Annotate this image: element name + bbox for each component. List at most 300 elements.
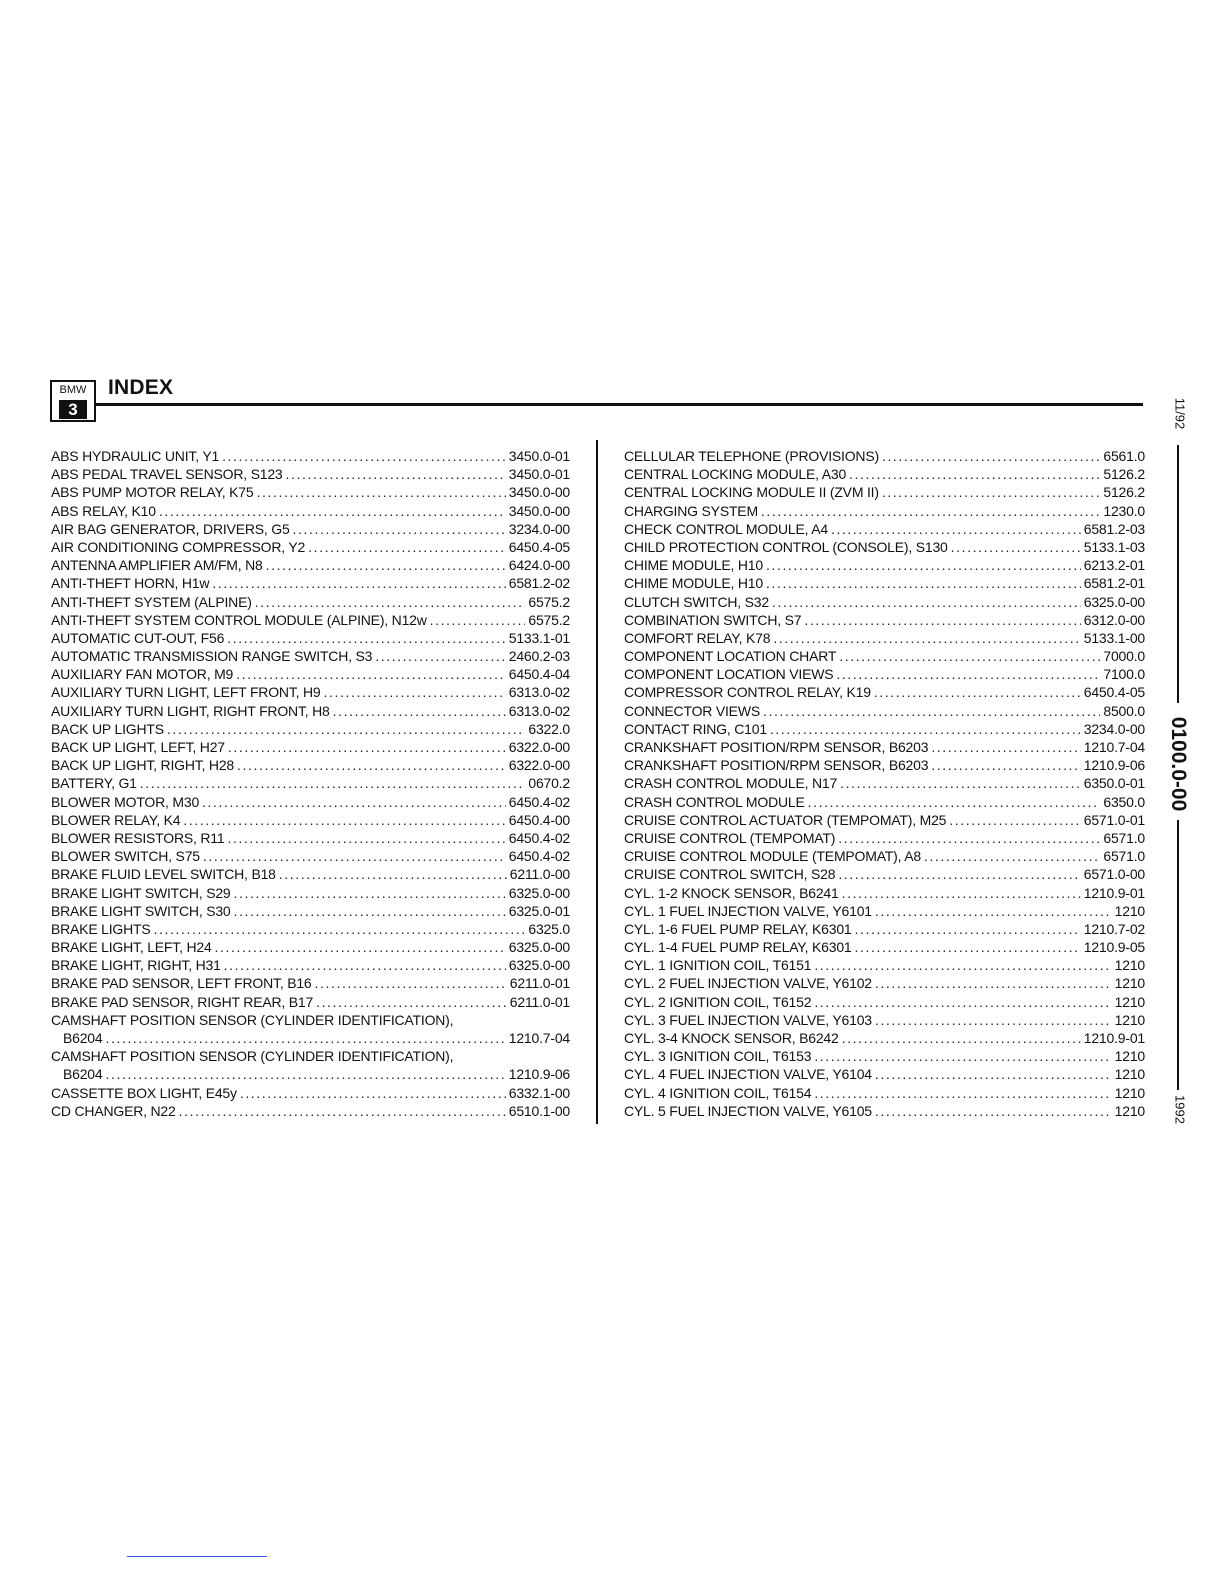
entry-section-code: 1210.9-06 bbox=[1083, 757, 1145, 774]
entry-section-code: 6325.0-00 bbox=[508, 939, 570, 956]
index-entry bbox=[624, 483, 1145, 501]
entry-name: AIR BAG GENERATOR, DRIVERS, G5 bbox=[51, 520, 290, 537]
entry-name: CAMSHAFT POSITION SENSOR (CYLINDER IDENTIFICATION), bbox=[51, 1048, 454, 1065]
entry-section-code: 1210.9-01 bbox=[1083, 884, 1145, 901]
dot-leader bbox=[855, 920, 1081, 938]
entry-name: B6204 bbox=[63, 1030, 103, 1046]
dot-leader bbox=[814, 1084, 1111, 1102]
index-entry bbox=[624, 702, 1145, 720]
entry-section-code: 1210 bbox=[1114, 1084, 1145, 1101]
entry-section-code: 1210 bbox=[1114, 902, 1145, 919]
entry-section-code: 7000.0 bbox=[1103, 648, 1145, 665]
entry-name: CENTRAL LOCKING MODULE, A30 bbox=[624, 466, 847, 483]
entry-name: ANTI-THEFT SYSTEM (ALPINE) bbox=[51, 593, 252, 610]
index-entry bbox=[51, 520, 570, 538]
index-entry bbox=[624, 1047, 1145, 1065]
entry-section-code: 6350.0 bbox=[1103, 793, 1145, 810]
entry-section-code: 6211.0-00 bbox=[509, 866, 570, 883]
index-entry bbox=[51, 720, 570, 738]
entry-section-code: 6571.0 bbox=[1103, 829, 1145, 846]
index-entry bbox=[624, 974, 1145, 992]
entry-name: CRANKSHAFT POSITION/RPM SENSOR, B6203 bbox=[624, 757, 929, 774]
entry-section-code: 6325.0 bbox=[528, 920, 570, 937]
dot-leader bbox=[212, 574, 505, 592]
index-entry bbox=[624, 847, 1145, 865]
dot-leader bbox=[234, 884, 506, 902]
dot-leader bbox=[931, 738, 1080, 756]
entry-name: ABS PUMP MOTOR RELAY, K75 bbox=[51, 484, 254, 501]
entry-name: CYL. 1-6 FUEL PUMP RELAY, K6301 bbox=[624, 920, 852, 937]
dot-leader bbox=[773, 629, 1080, 647]
index-entry bbox=[624, 811, 1145, 829]
dot-leader bbox=[234, 902, 506, 920]
entry-name: COMBINATION SWITCH, S7 bbox=[624, 611, 802, 628]
index-entry bbox=[624, 793, 1145, 811]
entry-name: CRUISE CONTROL ACTUATOR (TEMPOMAT), M25 bbox=[624, 811, 947, 828]
dot-leader bbox=[931, 756, 1080, 774]
entry-name: COMFORT RELAY, K78 bbox=[624, 629, 771, 646]
entry-section-code: 7100.0 bbox=[1103, 666, 1145, 683]
index-entry bbox=[624, 956, 1145, 974]
index-entry bbox=[624, 465, 1145, 483]
entry-section-code: 1210 bbox=[1114, 1011, 1145, 1028]
entry-section-code: 1210.9-06 bbox=[508, 1066, 570, 1083]
entry-name: ABS RELAY, K10 bbox=[51, 502, 156, 519]
dot-leader bbox=[266, 556, 506, 574]
entry-name: CENTRAL LOCKING MODULE II (ZVM II) bbox=[624, 484, 879, 501]
entry-name: CHIME MODULE, H10 bbox=[624, 575, 763, 592]
dot-leader bbox=[236, 665, 506, 683]
dot-leader bbox=[814, 1047, 1111, 1065]
entry-name: CYL. 3 IGNITION COIL, T6153 bbox=[624, 1048, 812, 1065]
index-entry bbox=[624, 756, 1145, 774]
entry-section-code: 5133.1-03 bbox=[1083, 538, 1145, 555]
index-entry bbox=[624, 865, 1145, 883]
dot-leader bbox=[140, 774, 526, 792]
entry-name: CRUISE CONTROL MODULE (TEMPOMAT), A8 bbox=[624, 848, 921, 865]
dot-leader bbox=[105, 1029, 505, 1047]
dot-leader bbox=[224, 956, 506, 974]
entry-section-code: 3450.0-01 bbox=[508, 448, 570, 464]
entry-section-code: 6450.4-00 bbox=[508, 811, 570, 828]
entry-section-code: 3234.0-00 bbox=[508, 520, 570, 537]
entry-name: CRUISE CONTROL (TEMPOMAT) bbox=[624, 829, 836, 846]
entry-section-code: 1230.0 bbox=[1103, 502, 1145, 519]
index-entry bbox=[51, 974, 570, 992]
index-entry bbox=[51, 956, 570, 974]
index-entry bbox=[51, 865, 570, 883]
dot-leader bbox=[808, 793, 1101, 811]
entry-name: CASSETTE BOX LIGHT, E45y bbox=[51, 1084, 237, 1101]
index-entry bbox=[624, 1102, 1145, 1120]
index-entry bbox=[624, 1029, 1145, 1047]
entry-name: CHARGING SYSTEM bbox=[624, 502, 758, 519]
dot-leader bbox=[308, 538, 506, 556]
entry-name: BRAKE LIGHT, RIGHT, H31 bbox=[51, 957, 221, 974]
index-entry bbox=[624, 774, 1145, 792]
entry-section-code: 6450.4-04 bbox=[508, 666, 570, 683]
entry-section-code: 5133.1-00 bbox=[1083, 629, 1145, 646]
dot-leader bbox=[240, 1084, 506, 1102]
index-entry bbox=[51, 847, 570, 865]
entry-name: BACK UP LIGHT, LEFT, H27 bbox=[51, 739, 225, 755]
entry-section-code: 1210 bbox=[1114, 1048, 1145, 1065]
entry-section-code: 3450.0-01 bbox=[508, 466, 570, 483]
entry-name: CYL. 1-4 FUEL PUMP RELAY, K6301 bbox=[624, 939, 852, 956]
entry-name: CHIME MODULE, H10 bbox=[624, 557, 763, 574]
dot-leader bbox=[855, 938, 1081, 956]
dot-leader bbox=[924, 847, 1100, 865]
dot-leader bbox=[875, 1065, 1112, 1083]
index-entry bbox=[51, 1102, 570, 1120]
entry-section-code: 8500.0 bbox=[1103, 702, 1145, 719]
entry-section-code: 5133.1-01 bbox=[508, 629, 570, 646]
dot-leader bbox=[814, 993, 1111, 1011]
dot-leader bbox=[183, 811, 505, 829]
entry-section-code: 1210 bbox=[1114, 957, 1145, 974]
entry-name: BATTERY, G1 bbox=[51, 775, 137, 792]
index-entry bbox=[624, 520, 1145, 538]
index-entry bbox=[624, 683, 1145, 701]
entry-name: CRASH CONTROL MODULE, N17 bbox=[624, 775, 838, 792]
index-entry bbox=[51, 920, 570, 938]
dot-leader bbox=[324, 683, 506, 701]
entry-section-code: 1210.9-01 bbox=[1083, 1030, 1145, 1046]
entry-section-code: 3234.0-00 bbox=[1083, 720, 1145, 737]
entry-section-code: 5126.2 bbox=[1103, 484, 1145, 501]
entry-section-code: 1210 bbox=[1114, 975, 1145, 992]
index-entry bbox=[51, 1047, 570, 1065]
entry-section-code: 6325.0-00 bbox=[508, 957, 570, 974]
entry-name: BLOWER MOTOR, M30 bbox=[51, 793, 200, 810]
entry-name: AUXILIARY TURN LIGHT, LEFT FRONT, H9 bbox=[51, 684, 321, 701]
dot-leader bbox=[227, 629, 506, 647]
dot-leader bbox=[842, 884, 1081, 902]
entry-name: CHECK CONTROL MODULE, A4 bbox=[624, 520, 828, 537]
index-entry bbox=[624, 993, 1145, 1011]
index-entry bbox=[51, 993, 570, 1011]
entry-name: AUTOMATIC CUT-OUT, F56 bbox=[51, 629, 225, 646]
dot-leader bbox=[836, 665, 1100, 683]
entry-section-code: 6325.0-00 bbox=[1083, 593, 1145, 610]
dot-leader bbox=[949, 811, 1080, 829]
entry-section-code: 6450.4-02 bbox=[508, 793, 570, 810]
entry-section-code: 6325.0-00 bbox=[508, 884, 570, 901]
dot-leader bbox=[882, 447, 1100, 465]
index-entry bbox=[51, 829, 570, 847]
dot-leader bbox=[875, 1011, 1112, 1029]
dot-leader bbox=[286, 465, 506, 483]
entry-name: CYL. 2 FUEL INJECTION VALVE, Y6102 bbox=[624, 975, 872, 992]
entry-name: CYL. 3-4 KNOCK SENSOR, B6242 bbox=[624, 1030, 839, 1046]
index-entry bbox=[51, 811, 570, 829]
entry-name: BRAKE LIGHT SWITCH, S29 bbox=[51, 884, 231, 901]
entry-section-code: 6575.2 bbox=[528, 593, 570, 610]
index-entry bbox=[624, 593, 1145, 611]
column-divider bbox=[596, 440, 598, 1124]
index-entry bbox=[51, 502, 570, 520]
dot-leader bbox=[228, 738, 506, 756]
index-entry bbox=[624, 629, 1145, 647]
dot-leader bbox=[840, 774, 1081, 792]
bmw-3-logo bbox=[50, 380, 96, 422]
entry-name: ABS HYDRAULIC UNIT, Y1 bbox=[51, 448, 220, 464]
dot-leader bbox=[875, 1102, 1112, 1120]
index-entry bbox=[624, 611, 1145, 629]
dot-leader bbox=[804, 611, 1080, 629]
entry-name: CYL. 3 FUEL INJECTION VALVE, Y6103 bbox=[624, 1011, 872, 1028]
dot-leader bbox=[763, 702, 1100, 720]
index-entry bbox=[51, 793, 570, 811]
dot-leader bbox=[375, 647, 506, 665]
entry-name: BLOWER RELAY, K4 bbox=[51, 811, 181, 828]
dot-leader bbox=[316, 993, 507, 1011]
entry-name: BACK UP LIGHTS bbox=[51, 720, 164, 737]
dot-leader bbox=[951, 538, 1081, 556]
entry-name: BACK UP LIGHT, RIGHT, H28 bbox=[51, 757, 235, 774]
entry-section-code: 6350.0-01 bbox=[1083, 775, 1145, 792]
entry-name: BRAKE FLUID LEVEL SWITCH, B18 bbox=[51, 866, 276, 883]
dot-leader bbox=[255, 593, 526, 611]
entry-section-code: 3450.0-00 bbox=[508, 502, 570, 519]
side-date: 11/92 bbox=[1172, 397, 1188, 430]
side-rule-top bbox=[1177, 445, 1179, 703]
entry-section-code: 6510.1-00 bbox=[508, 1102, 570, 1119]
index-entry bbox=[624, 574, 1145, 592]
index-entry bbox=[51, 629, 570, 647]
index-entry bbox=[624, 502, 1145, 520]
entry-section-code: 6322.0-00 bbox=[508, 739, 570, 755]
index-entry bbox=[624, 665, 1145, 683]
index-entry bbox=[51, 938, 570, 956]
dot-leader bbox=[430, 611, 526, 629]
index-entry bbox=[624, 829, 1145, 847]
entry-name: CAMSHAFT POSITION SENSOR (CYLINDER IDENTIFICATION), bbox=[51, 1011, 454, 1028]
dot-leader bbox=[875, 902, 1112, 920]
entry-name: BLOWER RESISTORS, R11 bbox=[51, 829, 225, 846]
entry-section-code: 6581.2-02 bbox=[508, 575, 570, 592]
entry-section-code: 1210.7-04 bbox=[1083, 739, 1145, 755]
index-entry bbox=[51, 738, 570, 756]
dot-leader bbox=[279, 865, 507, 883]
entry-name: CYL. 4 IGNITION COIL, T6154 bbox=[624, 1084, 812, 1101]
entry-section-code: 1210.9-05 bbox=[1083, 939, 1145, 956]
entry-name: CRUISE CONTROL SWITCH, S28 bbox=[624, 866, 836, 883]
dot-leader bbox=[154, 920, 526, 938]
entry-name: BLOWER SWITCH, S75 bbox=[51, 848, 200, 865]
entry-section-code: 6450.4-02 bbox=[508, 848, 570, 865]
index-entry bbox=[51, 774, 570, 792]
index-entry bbox=[51, 538, 570, 556]
dot-leader bbox=[831, 520, 1081, 538]
dot-leader bbox=[293, 520, 506, 538]
entry-section-code: 6322.0 bbox=[528, 720, 570, 737]
entry-name: B6204 bbox=[63, 1066, 103, 1083]
entry-name: BRAKE LIGHT, LEFT, H24 bbox=[51, 939, 212, 956]
entry-section-code: 6450.4-05 bbox=[1083, 684, 1145, 701]
title-rule bbox=[96, 403, 1143, 406]
entry-name: CRANKSHAFT POSITION/RPM SENSOR, B6203 bbox=[624, 739, 929, 755]
side-rule-bottom bbox=[1177, 820, 1179, 1090]
dot-leader bbox=[875, 974, 1112, 992]
index-entry bbox=[51, 593, 570, 611]
index-entry bbox=[51, 1011, 570, 1029]
index-entry bbox=[51, 1029, 570, 1047]
index-entry bbox=[51, 647, 570, 665]
entry-section-code: 6575.2 bbox=[528, 611, 570, 628]
index-entry bbox=[624, 556, 1145, 574]
entry-section-code: 1210 bbox=[1114, 993, 1145, 1010]
index-entry bbox=[624, 902, 1145, 920]
dot-leader bbox=[766, 574, 1081, 592]
logo-series-number: 3 bbox=[59, 400, 87, 419]
index-entry bbox=[624, 738, 1145, 756]
dot-leader bbox=[237, 756, 506, 774]
entry-name: ANTENNA AMPLIFIER AM/FM, N8 bbox=[51, 557, 263, 574]
index-entry bbox=[624, 538, 1145, 556]
entry-section-code: 0670.2 bbox=[528, 775, 570, 792]
index-entry bbox=[51, 1065, 570, 1083]
index-entry bbox=[51, 465, 570, 483]
entry-section-code: 6581.2-01 bbox=[1083, 575, 1145, 592]
dot-leader bbox=[838, 829, 1100, 847]
index-entry bbox=[624, 1011, 1145, 1029]
entry-section-code: 6312.0-00 bbox=[1083, 611, 1145, 628]
dot-leader bbox=[761, 502, 1100, 520]
index-entry bbox=[51, 556, 570, 574]
entry-name: COMPONENT LOCATION VIEWS bbox=[624, 666, 834, 683]
dot-leader bbox=[814, 956, 1111, 974]
dot-leader bbox=[842, 1029, 1081, 1047]
dot-leader bbox=[203, 847, 506, 865]
entry-section-code: 6561.0 bbox=[1103, 448, 1145, 464]
dot-leader bbox=[882, 483, 1101, 501]
entry-name: CHILD PROTECTION CONTROL (CONSOLE), S130 bbox=[624, 538, 948, 555]
index-entry bbox=[624, 447, 1145, 465]
entry-section-code: 6211.0-01 bbox=[509, 975, 570, 992]
index-entry bbox=[51, 483, 570, 501]
entry-name: CELLULAR TELEPHONE (PROVISIONS) bbox=[624, 448, 879, 464]
entry-name: AIR CONDITIONING COMPRESSOR, Y2 bbox=[51, 538, 306, 555]
entry-name: CYL. 1 FUEL INJECTION VALVE, Y6101 bbox=[624, 902, 872, 919]
index-entry bbox=[51, 884, 570, 902]
index-entry bbox=[624, 647, 1145, 665]
dot-leader bbox=[105, 1065, 505, 1083]
entry-name: AUXILIARY TURN LIGHT, RIGHT FRONT, H8 bbox=[51, 702, 330, 719]
entry-name: CONTACT RING, C101 bbox=[624, 720, 767, 737]
entry-name: CYL. 5 FUEL INJECTION VALVE, Y6105 bbox=[624, 1102, 872, 1119]
index-entry bbox=[51, 447, 570, 465]
bottom-underline bbox=[127, 1556, 267, 1557]
index-entry bbox=[51, 756, 570, 774]
entry-section-code: 6424.0-00 bbox=[508, 557, 570, 574]
entry-name: CD CHANGER, N22 bbox=[51, 1102, 176, 1119]
entry-section-code: 6571.0-01 bbox=[1083, 811, 1145, 828]
side-year: 1992 bbox=[1172, 1095, 1188, 1124]
entry-section-code: 1210.7-02 bbox=[1083, 920, 1145, 937]
entry-name: COMPONENT LOCATION CHART bbox=[624, 648, 837, 665]
index-entry bbox=[624, 720, 1145, 738]
entry-section-code: 6325.0-01 bbox=[508, 902, 570, 919]
entry-section-code: 6322.0-00 bbox=[508, 757, 570, 774]
dot-leader bbox=[766, 556, 1081, 574]
dot-leader bbox=[215, 938, 506, 956]
entry-name: COMPRESSOR CONTROL RELAY, K19 bbox=[624, 684, 871, 701]
index-entry bbox=[51, 702, 570, 720]
index-entry bbox=[51, 574, 570, 592]
index-entry bbox=[51, 902, 570, 920]
entry-name: ANTI-THEFT HORN, H1w bbox=[51, 575, 210, 592]
index-entry bbox=[624, 1065, 1145, 1083]
index-entry bbox=[624, 938, 1145, 956]
entry-name: CONNECTOR VIEWS bbox=[624, 702, 760, 719]
entry-name: ANTI-THEFT SYSTEM CONTROL MODULE (ALPINE), N12w bbox=[51, 611, 427, 628]
dot-leader bbox=[839, 647, 1100, 665]
entry-name: CYL. 1 IGNITION COIL, T6151 bbox=[624, 957, 812, 974]
entry-section-code: 5126.2 bbox=[1103, 466, 1145, 483]
dot-leader bbox=[257, 483, 506, 501]
index-column-right bbox=[624, 447, 1145, 1120]
entry-section-code: 6211.0-01 bbox=[509, 993, 570, 1010]
entry-name: CRASH CONTROL MODULE bbox=[624, 793, 805, 810]
entry-section-code: 6581.2-03 bbox=[1083, 520, 1145, 537]
index-entry bbox=[624, 920, 1145, 938]
entry-name: AUXILIARY FAN MOTOR, M9 bbox=[51, 666, 234, 683]
dot-leader bbox=[159, 502, 506, 520]
logo-brand-text: BMW bbox=[59, 384, 87, 396]
entry-section-code: 6313.0-02 bbox=[508, 702, 570, 719]
entry-name: CYL. 4 FUEL INJECTION VALVE, Y6104 bbox=[624, 1066, 872, 1083]
entry-section-code: 6450.4-05 bbox=[508, 538, 570, 555]
entry-section-code: 6571.0-00 bbox=[1083, 866, 1145, 883]
entry-name: CLUTCH SWITCH, S32 bbox=[624, 593, 769, 610]
dot-leader bbox=[772, 593, 1081, 611]
entry-section-code: 6450.4-02 bbox=[508, 829, 570, 846]
entry-section-code: 6313.0-02 bbox=[508, 684, 570, 701]
side-section-code: 0100.0-00 bbox=[1167, 716, 1190, 812]
dot-leader bbox=[333, 702, 506, 720]
index-entry bbox=[51, 611, 570, 629]
dot-leader bbox=[849, 465, 1100, 483]
dot-leader bbox=[202, 793, 506, 811]
dot-leader bbox=[179, 1102, 506, 1120]
entry-section-code: 6571.0 bbox=[1103, 848, 1145, 865]
index-column-left bbox=[51, 447, 570, 1120]
entry-name: BRAKE LIGHT SWITCH, S30 bbox=[51, 902, 231, 919]
dot-leader bbox=[315, 974, 507, 992]
dot-leader bbox=[227, 829, 505, 847]
dot-leader bbox=[770, 720, 1081, 738]
entry-name: ABS PEDAL TRAVEL SENSOR, S123 bbox=[51, 466, 283, 483]
entry-section-code: 2460.2-03 bbox=[508, 648, 570, 665]
entry-section-code: 1210 bbox=[1114, 1066, 1145, 1083]
entry-section-code: 6332.1-00 bbox=[508, 1084, 570, 1101]
entry-section-code: 6213.2-01 bbox=[1083, 557, 1145, 574]
entry-section-code: 1210.7-04 bbox=[508, 1030, 570, 1046]
entry-name: BRAKE LIGHTS bbox=[51, 920, 151, 937]
dot-leader bbox=[222, 447, 506, 465]
index-entry bbox=[51, 1084, 570, 1102]
entry-name: CYL. 2 IGNITION COIL, T6152 bbox=[624, 993, 812, 1010]
index-entry bbox=[51, 665, 570, 683]
dot-leader bbox=[167, 720, 526, 738]
index-entry bbox=[51, 683, 570, 701]
entry-name: CYL. 1-2 KNOCK SENSOR, B6241 bbox=[624, 884, 839, 901]
entry-name: AUTOMATIC TRANSMISSION RANGE SWITCH, S3 bbox=[51, 648, 373, 665]
index-entry bbox=[624, 1084, 1145, 1102]
dot-leader bbox=[874, 683, 1081, 701]
entry-section-code: 1210 bbox=[1114, 1102, 1145, 1119]
